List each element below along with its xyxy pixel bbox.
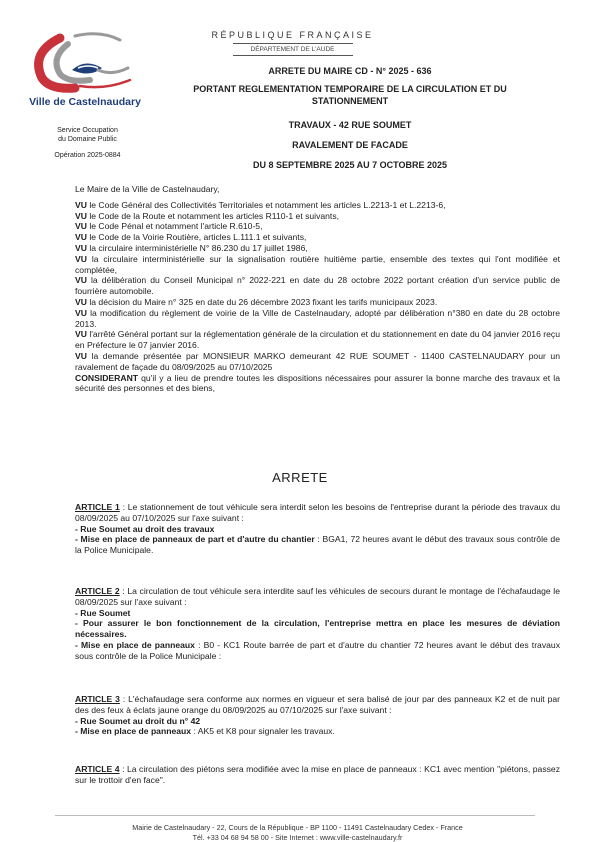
logo-emblem-icon [20, 28, 150, 98]
consideration-text: la circulaire interministérielle N° 86.230 du 17 juillet 1986, [86, 242, 308, 253]
works-type: RAVALEMENT DE FACADE [292, 140, 408, 150]
article-2-item-3-text: : B0 - KC1 Route barrée de part et d'autre du chantier 72 heures avant le début des travaux sous contrôle de la Police Municipale : [75, 639, 560, 661]
footer-address: Mairie de Castelnaudary - 22, Cours de la République - BP 1100 - 11491 Castelnaudary Cedex - France [132, 823, 463, 832]
consideration-keyword: VU [75, 275, 87, 286]
divider [233, 55, 353, 56]
footer-contact: Tél. +33 04 68 94 58 00 - Site Internet : www.ville-castelnaudary.fr [192, 833, 403, 842]
consideration-item [75, 351, 560, 373]
consideration-item [75, 200, 560, 211]
article-1 [75, 502, 560, 556]
consideration-text: la délibération du Conseil Municipal n° 2022-221 en date du 28 octobre 2022 portant création d'un service public de fourrière automobile. [75, 275, 560, 297]
arrete-heading: ARRETE [272, 470, 328, 485]
article-3 [75, 694, 560, 737]
consideration-text: la décision du Maire n° 325 en date du 26 décembre 2023 fixant les tarifs municipaux 2023. [86, 296, 438, 307]
consideration-text: le Code de la Voirie Routière, articles L.111.1 et suivants, [86, 232, 307, 243]
arrete-number: ARRETE DU MAIRE CD - N° 2025 - 636 [268, 66, 432, 76]
consideration-item [75, 297, 560, 308]
article-2-item-2: - Pour assurer le bon fonctionnement de la circulation, l'entreprise mettra en place les mesures de déviation nécessaires. [75, 618, 560, 640]
consideration-item [75, 373, 560, 395]
works-location: TRAVAUX - 42 RUE SOUMET [288, 120, 412, 130]
article-2-item-1: - Rue Soumet [75, 607, 131, 618]
operation-number: Opération 2025-0884 [54, 152, 121, 159]
consideration-keyword: VU [75, 232, 87, 243]
subject-line-2: STATIONNEMENT [311, 96, 389, 106]
consideration-item [75, 254, 560, 276]
consideration-text: l'arrêté Général portant sur la réglementation générale de la circulation et du stationnement en date du 04 janvier 2016 reçu en Préfecture le 07 janvier 2016. [75, 329, 560, 351]
consideration-keyword: VU [75, 296, 87, 307]
article-3-label: ARTICLE 3 [75, 694, 120, 704]
consideration-keyword: VU [75, 199, 87, 210]
article-2-item-3-label: - Mise en place de panneaux [75, 639, 195, 650]
consideration-item [75, 329, 560, 351]
footer-divider [55, 815, 535, 816]
article-4-text: : La circulation des piétons sera modifiée avec la mise en place de panneaux : KC1 avec mention "piétons, passez sur le trottoir d'en face". [75, 764, 561, 785]
article-1-label: ARTICLE 1 [75, 502, 120, 512]
consideration-keyword: VU [75, 210, 87, 221]
consideration-text: qu'il y a lieu de prendre toutes les dispositions nécessaires pour assurer la bonne marche des travaux et la sécurité des personnes et des biens, [75, 372, 560, 394]
consideration-keyword: VU [75, 350, 87, 361]
consideration-item [75, 308, 560, 330]
article-1-item-1: - Rue Soumet au droit des travaux [75, 523, 215, 534]
consideration-keyword: CONSIDERANT [75, 372, 139, 383]
article-2-label: ARTICLE 2 [75, 586, 120, 596]
consideration-keyword: VU [75, 307, 87, 318]
article-1-item-2-label: - Mise en place de panneaux de part et d'autre du chantier [75, 534, 315, 545]
consideration-item [75, 221, 560, 232]
consideration-item [75, 243, 560, 254]
works-dates: DU 8 SEPTEMBRE 2025 AU 7 OCTOBRE 2025 [252, 160, 448, 170]
article-4-label: ARTICLE 4 [75, 764, 120, 774]
consideration-item [75, 275, 560, 297]
republic-title: RÉPUBLIQUE FRANÇAISE [211, 30, 374, 40]
article-1-item-2-text: : BGA1, 72 heures avant le début des travaux sous contrôle de la Police Municipale. [75, 534, 560, 556]
consideration-keyword: VU [75, 329, 87, 340]
divider [233, 43, 353, 44]
consideration-item [75, 211, 560, 222]
article-2-text: : La circulation de tout véhicule sera interdite sauf les véhicules de secours durant le montage de l'échafaudage le 08/09/2025 sur l'axe suivant : [75, 586, 561, 607]
service-line-1: Service Occupation [57, 127, 118, 134]
consideration-text: le Code Pénal et notamment l'article R.610-5, [86, 221, 263, 232]
article-4 [75, 764, 560, 786]
subject-line-1: PORTANT REGLEMENTATION TEMPORAIRE DE LA CIRCULATION ET DU [193, 84, 507, 94]
article-3-item-2-text: : AK5 et K8 pour signaler les travaux. [191, 726, 335, 737]
department-name: DÉPARTEMENT DE L'AUDE [250, 46, 335, 53]
article-3-item-2-label: - Mise en place de panneaux [75, 726, 192, 737]
city-name: Ville de Castelnaudary [29, 96, 141, 108]
article-3-item-1: - Rue Soumet au droit du n° 42 [75, 715, 201, 726]
article-2 [75, 586, 560, 662]
consideration-item [75, 232, 560, 243]
article-3-text: : L'échafaudage sera conforme aux normes en vigueur et sera balisé de jour par des panneaux K2 et de nuit par des des feux à éclats jaune orange du 08/09/2025 au 07/10/2025 sur l'axe suivant : [75, 694, 560, 715]
consideration-text: le Code Général des Collectivités Territoriales et notamment les articles L.2213-1 et L.2213-6, [86, 199, 446, 210]
consideration-keyword: VU [75, 253, 87, 264]
consideration-text: la demande présentée par MONSIEUR MARKO demeurant 42 RUE SOUMET - 11400 CASTELNAUDARY pour un ravalement de façade du 08/09/2025 au 07/10/2025 [75, 350, 560, 372]
consideration-keyword: VU [75, 242, 87, 253]
considerations-block [75, 184, 560, 394]
considerations-list [75, 200, 560, 394]
consideration-text: le Code de la Route et notamment les articles R110-1 et suivants, [86, 210, 340, 221]
article-1-text: : Le stationnement de tout véhicule sera interdit selon les besoins de l'entreprise durant la période des travaux du 08/09/2025 au 07/10/2025 sur l'axe suivant : [75, 502, 561, 523]
consideration-text: la circulaire interministérielle sur la signalisation routière huitième partie, ensemble des textes qui l'ont modifiée et complétée, [75, 253, 560, 275]
intro-text: Le Maire de la Ville de Castelnaudary, [75, 184, 220, 194]
city-logo [20, 28, 150, 113]
consideration-keyword: VU [75, 221, 87, 232]
service-line-2: du Domaine Public [58, 136, 117, 143]
consideration-text: la modification du règlement de voirie de la Ville de Castelnaudary, adopté par délibération n°380 en date du 28 octobre 2013. [75, 307, 560, 329]
